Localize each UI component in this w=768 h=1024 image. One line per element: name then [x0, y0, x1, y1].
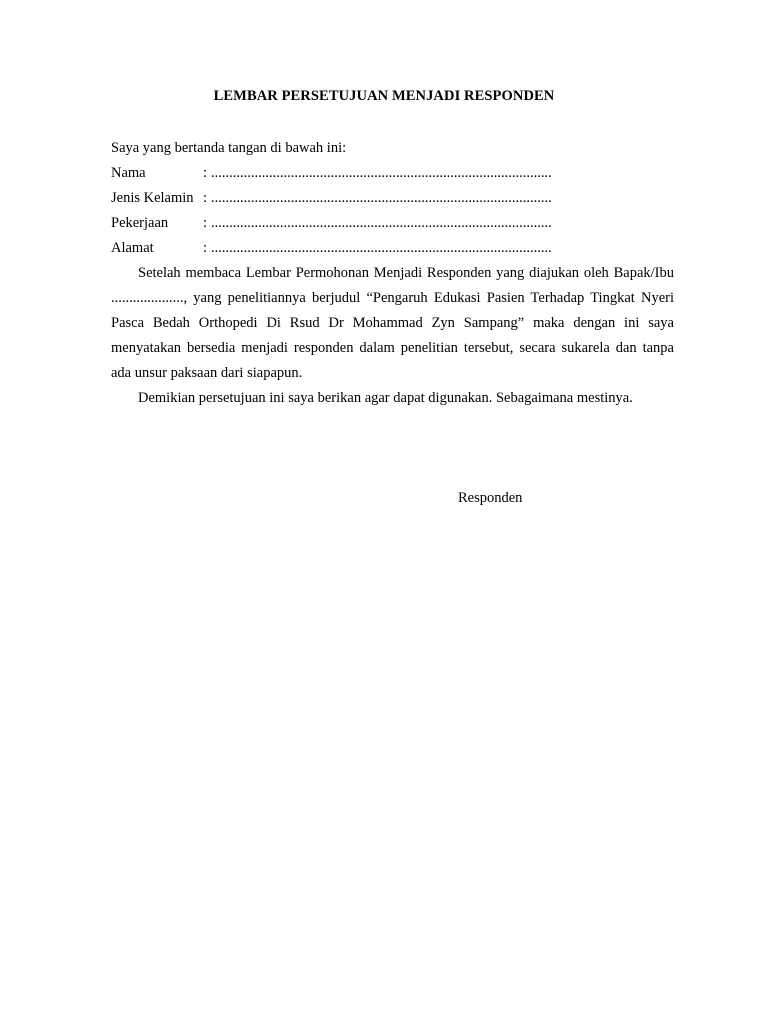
closing-paragraph: Demikian persetujuan ini saya berikan agar dapat digunakan. Sebagaimana mestinya. [138, 390, 633, 406]
field-row-nama [111, 161, 674, 186]
field-label-pekerjaan: Pekerjaan [111, 215, 169, 231]
document-title: LEMBAR PERSETUJUAN MENJADI RESPONDEN [213, 88, 555, 104]
field-row-alamat [111, 236, 674, 261]
field-label-nama: Nama [111, 165, 146, 181]
document-body [111, 136, 674, 411]
field-separator: : [203, 190, 208, 206]
field-separator: : [203, 240, 208, 256]
field-blank-jenis-kelamin: .............................................................................................. [211, 190, 552, 206]
field-row-jenis-kelamin [111, 186, 674, 211]
field-blank-pekerjaan: .............................................................................................. [211, 215, 552, 231]
signature-label: Responden [458, 490, 523, 506]
field-separator: : [203, 215, 208, 231]
field-row-pekerjaan [111, 211, 674, 236]
field-separator: : [203, 165, 208, 181]
intro-text: Saya yang bertanda tangan di bawah ini: [111, 140, 347, 156]
field-blank-nama: .............................................................................................. [211, 165, 552, 181]
consent-paragraph: Setelah membaca Lembar Permohonan Menjadi Responden yang diajukan oleh Bapak/Ibu ...................., yang penelitiannya berjudul “Pengaruh Edukasi Pasien Terhadap Tingkat Nyeri Pasca Bedah Orthopedi Di Rsud Dr Mohammad Zyn Sampang” maka dengan ini saya menyatakan bersedia menjadi responden dalam penelitian tersebut, secara sukarela dan tanpa ada unsur paksaan dari siapapun. [111, 265, 674, 381]
field-blank-alamat: .............................................................................................. [211, 240, 552, 256]
field-label-jenis-kelamin: Jenis Kelamin [111, 190, 194, 206]
field-label-alamat: Alamat [111, 240, 154, 256]
